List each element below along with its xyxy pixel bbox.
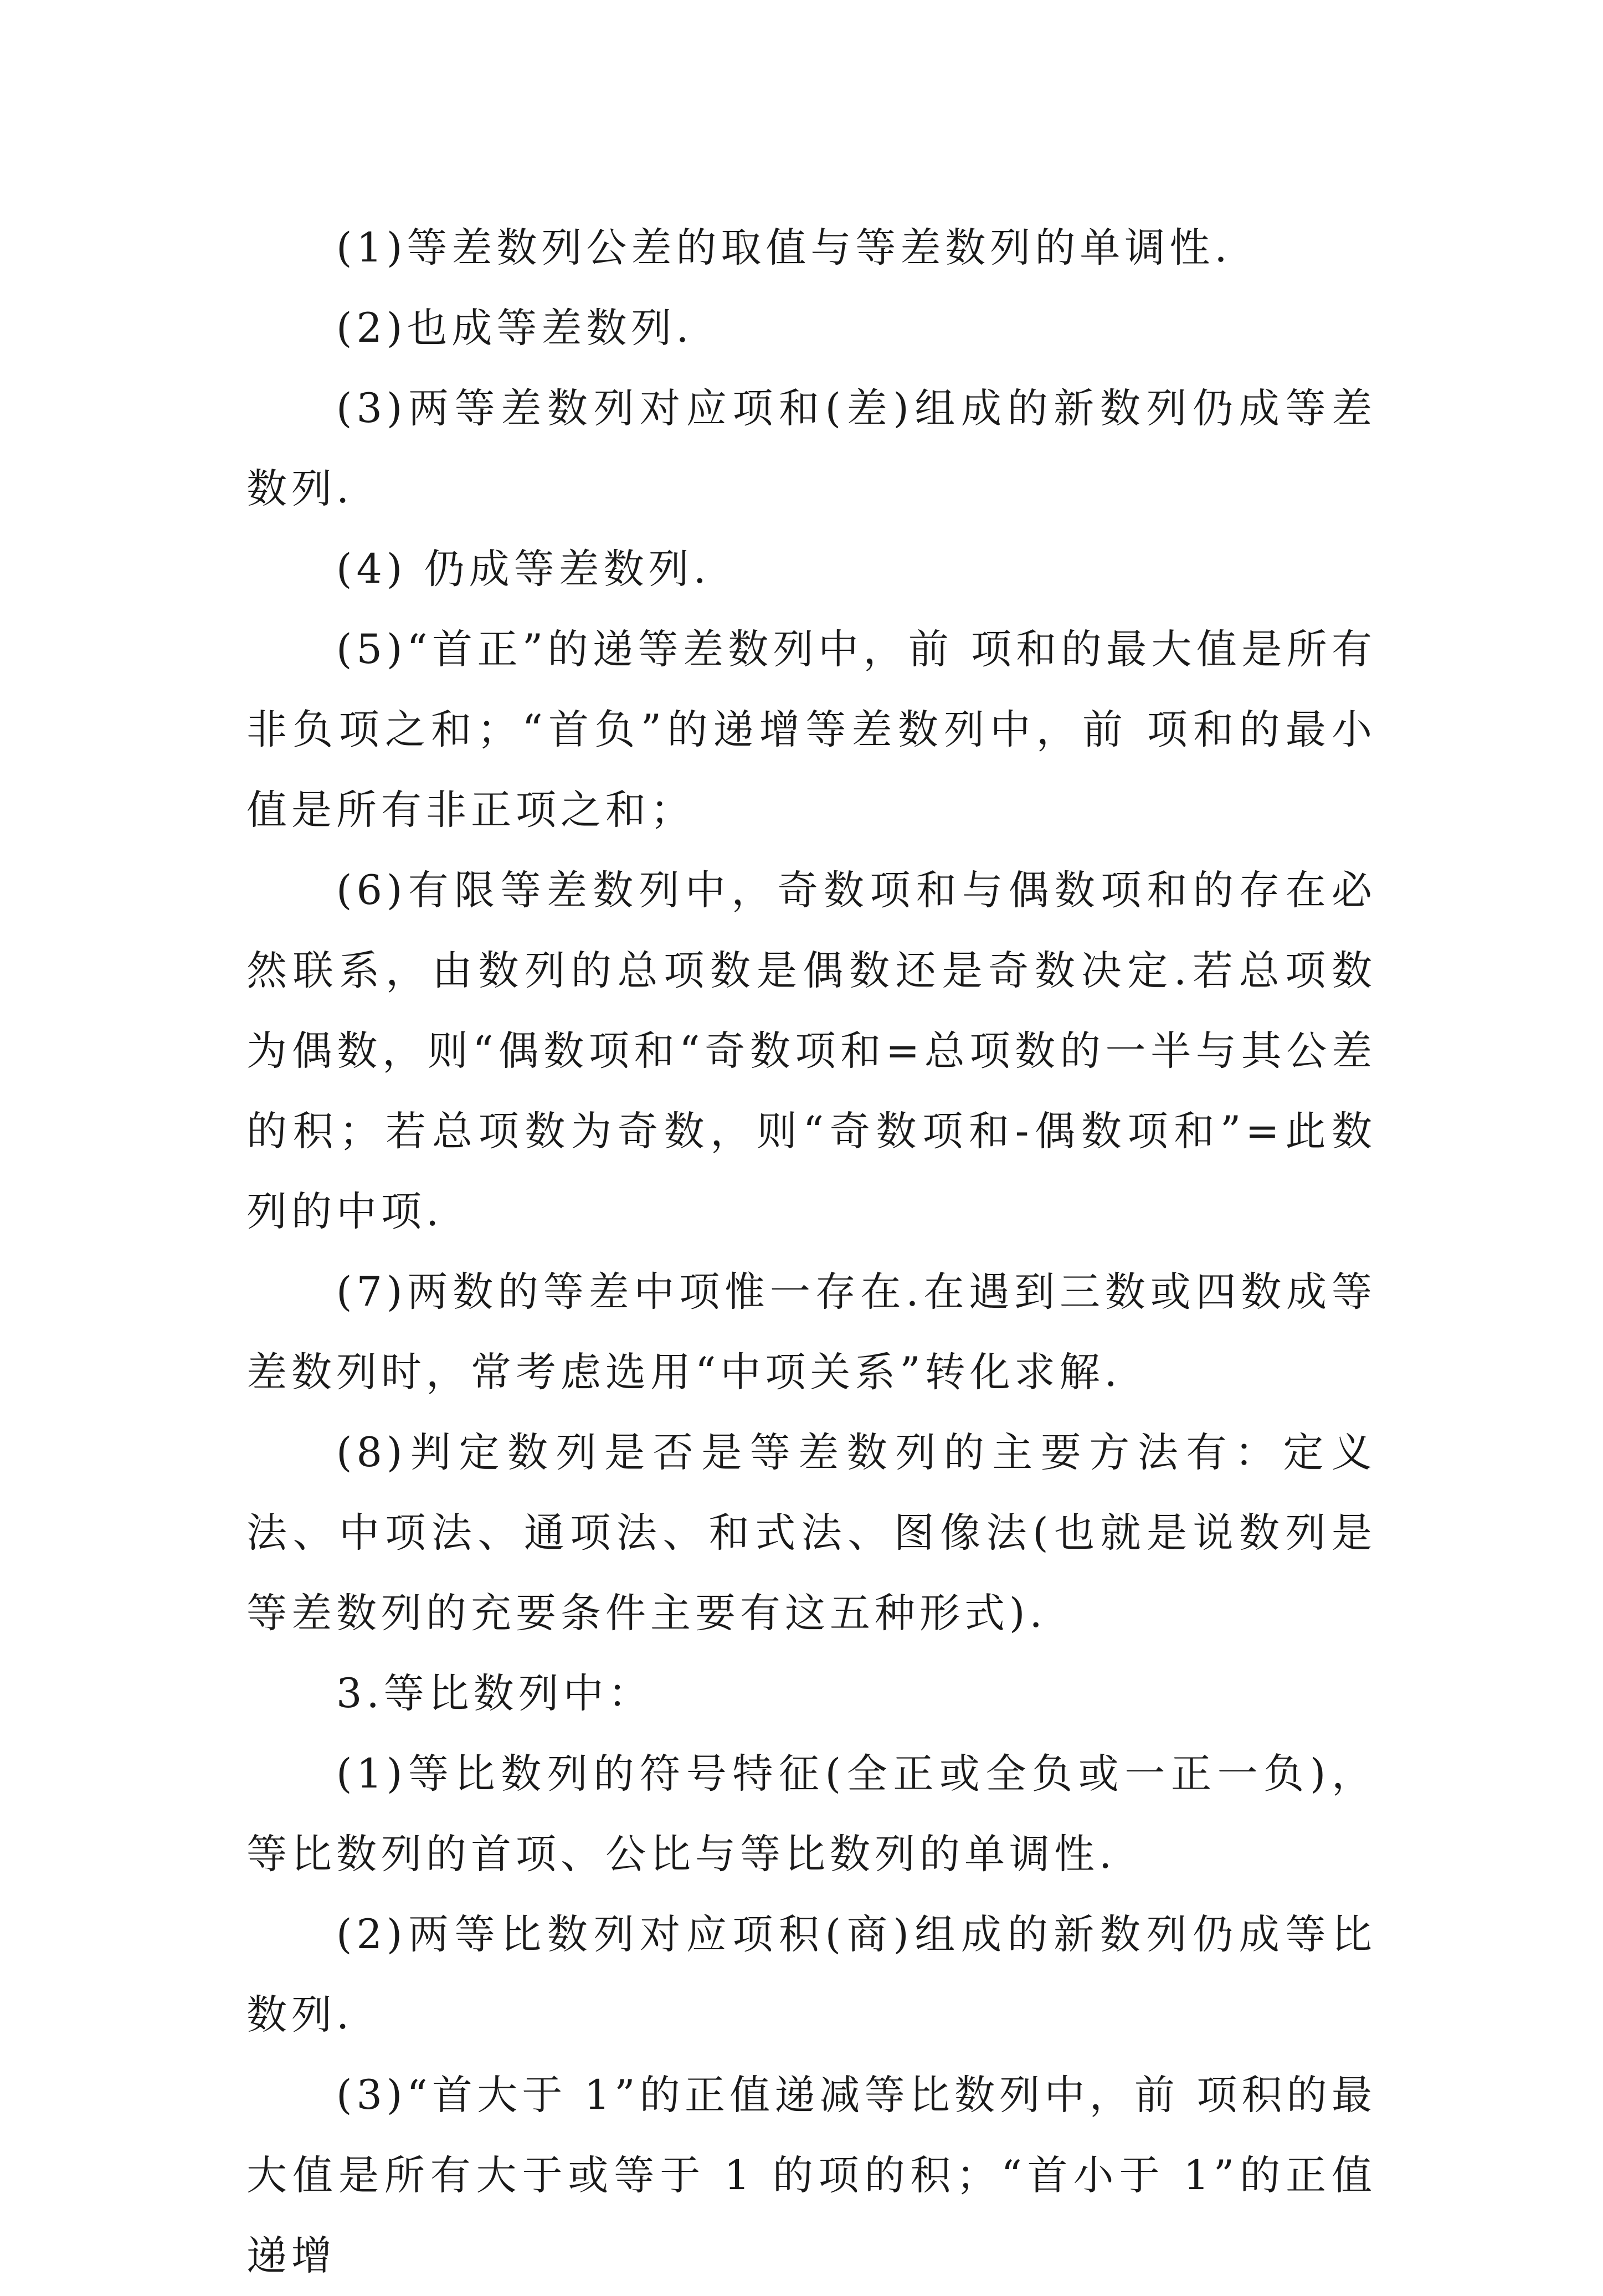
paragraph-3: (3)两等差数列对应项和(差)组成的新数列仍成等差数列.	[246, 385, 1376, 512]
paragraph-5: (5)“首正”的递等差数列中，前 项和的最大值是所有非负项之和；“首负”的递增等差数列中，前 项和的最小值是所有非正项之和；	[246, 626, 1376, 834]
paragraph-1: (1)等差数列公差的取值与等差数列的单调性.	[336, 224, 1232, 271]
section-heading-geometric: 3.等比数列中：	[336, 1670, 653, 1717]
paragraph-6: (6)有限等差数列中，奇数项和与偶数项和的存在必然联系，由数列的总项数是偶数还是奇数决定.若总项数为偶数，则“偶数项和“奇数项和=总项数的一半与其公差的积；若总项数为奇数，则“奇数项和-偶数项和”=此数列的中项.	[246, 867, 1376, 1235]
paragraph-2: (2)也成等差数列.	[336, 305, 693, 352]
paragraph-8: (8)判定数列是否是等差数列的主要方法有：定义法、中项法、通项法、和式法、图像法(也就是说数列是等差数列的充要条件主要有这五种形式).	[246, 1429, 1376, 1637]
paragraph-4: (4) 仍成等差数列.	[336, 546, 711, 593]
paragraph-10: (2)两等比数列对应项积(商)组成的新数列仍成等比数列.	[246, 1911, 1376, 2038]
paragraph-11: (3)“首大于 1”的正值递减等比数列中，前 项积的最大值是所有大于或等于 1 的项的积；“首小于 1”的正值递增	[246, 2072, 1376, 2279]
document-body	[246, 208, 1376, 2296]
paragraph-9: (1)等比数列的符号特征(全正或全负或一正一负)，等比数列的首项、公比与等比数列的单调性.	[246, 1750, 1376, 1878]
paragraph-7: (7)两数的等差中项惟一存在.在遇到三数或四数成等差数列时，常考虑选用“中项关系”转化求解.	[246, 1268, 1376, 1396]
